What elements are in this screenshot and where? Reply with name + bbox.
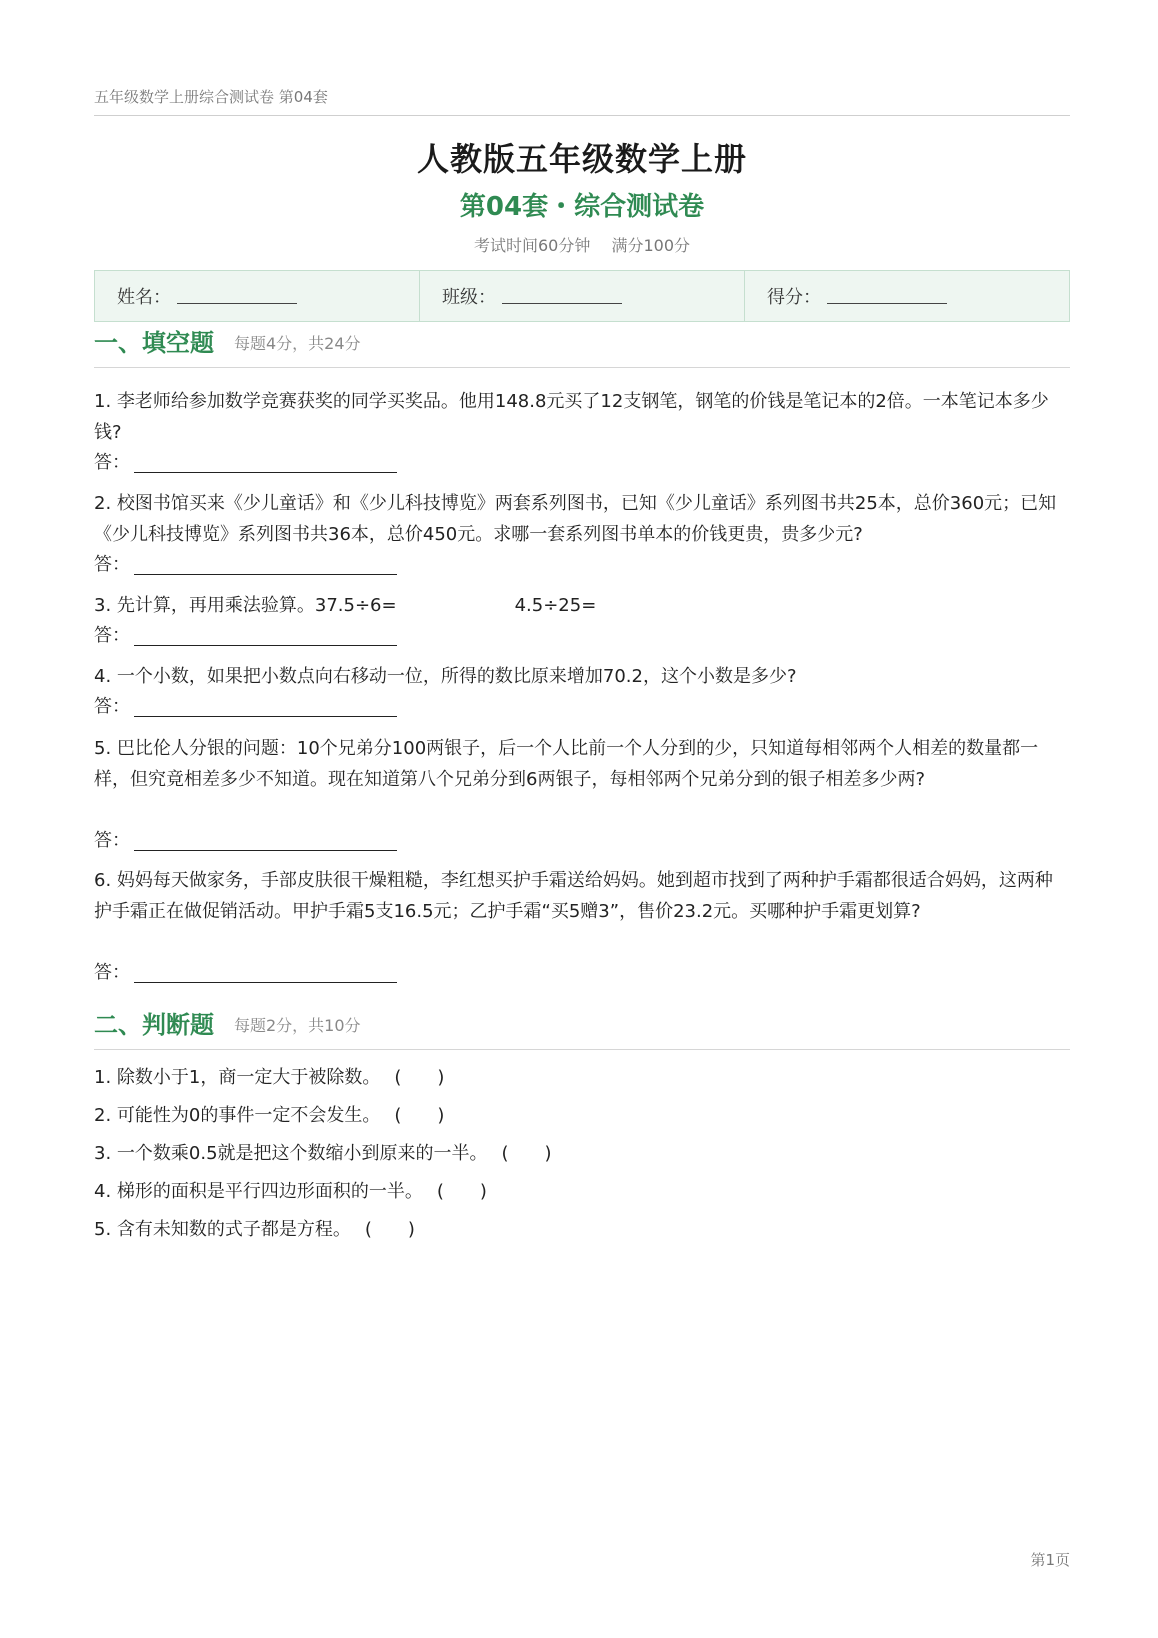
- name-blank[interactable]: [177, 289, 297, 304]
- tf-answer-paren[interactable]: ( ): [394, 1067, 445, 1088]
- exam-time: 考试时间60分钟: [473, 236, 591, 255]
- answer-label: 答：: [94, 452, 130, 473]
- page-subtitle: 第04套・综合测试卷: [459, 192, 705, 222]
- answer-line[interactable]: [134, 982, 397, 983]
- tf-text: 1. 除数小于1，商一定大于被除数。: [94, 1067, 381, 1088]
- answer-5: [94, 826, 130, 852]
- exam-score: 满分100分: [611, 236, 690, 255]
- section-true-false: [94, 1005, 1070, 1050]
- page-number: 第1页: [1030, 1551, 1070, 1569]
- answer-label: 答：: [94, 625, 130, 646]
- answer-line[interactable]: [134, 645, 397, 646]
- tf-answer-paren[interactable]: ( ): [436, 1181, 487, 1202]
- question-4: 4. 一个小数，如果把小数点向右移动一位，所得的数比原来增加70.2，这个小数是多少?: [94, 666, 797, 687]
- class-label: 班级：: [442, 287, 496, 308]
- section-fill-in: [94, 323, 1070, 368]
- answer-3: [94, 621, 130, 647]
- tf-answer-paren[interactable]: ( ): [501, 1143, 552, 1164]
- answer-1: [94, 448, 130, 474]
- answer-6: [94, 958, 130, 984]
- score-label: 得分：: [767, 287, 821, 308]
- score-blank[interactable]: [827, 289, 947, 304]
- answer-line[interactable]: [134, 850, 397, 851]
- answer-line[interactable]: [134, 472, 397, 473]
- section-note: 每题4分，共24分: [234, 334, 361, 353]
- tf-question-5: [94, 1215, 415, 1241]
- answer-label: 答：: [94, 696, 130, 717]
- question-5: 5. 巴比伦人分银的问题：10个兄弟分100两银子，后一个人比前一个人分到的少，只知道每相邻两个人相差的数量都一样，但究竟相差多少不知道。现在知道第八个兄弟分到6两银子，每相邻两个兄弟分到的银子相差多少两?: [94, 738, 1039, 790]
- tf-text: 4. 梯形的面积是平行四边形面积的一半。: [94, 1181, 423, 1202]
- question-6: 6. 妈妈每天做家务，手部皮肤很干燥粗糙，李红想买护手霜送给妈妈。她到超市找到了两种护手霜都很适合妈妈，这两种护手霜正在做促销活动。甲护手霜5支16.5元；乙护手霜“买5赠3”，售价23.2元。买哪种护手霜更划算?: [94, 870, 1053, 922]
- tf-text: 5. 含有未知数的式子都是方程。: [94, 1219, 351, 1240]
- answer-label: 答：: [94, 962, 130, 983]
- answer-4: [94, 692, 130, 718]
- score-cell: [745, 271, 1069, 321]
- question-2: 2. 校图书馆买来《少儿童话》和《少儿科技博览》两套系列图书，已知《少儿童话》系列图书共25本，总价360元；已知《少儿科技博览》系列图书共36本，总价450元。求哪一套系列图书单本的价钱更贵，贵多少元?: [94, 493, 1057, 545]
- answer-label: 答：: [94, 830, 130, 851]
- section-note: 每题2分，共10分: [234, 1016, 361, 1035]
- page-title: 人教版五年级数学上册: [416, 140, 747, 178]
- tf-question-2: [94, 1101, 444, 1127]
- running-header: 五年级数学上册综合测试卷 第04套: [94, 88, 328, 106]
- tf-question-4: [94, 1177, 487, 1203]
- class-cell: [420, 271, 745, 321]
- question-3: [94, 590, 1070, 621]
- section-title: 一、填空题: [94, 329, 214, 357]
- class-blank[interactable]: [502, 289, 622, 304]
- tf-text: 3. 一个数乘0.5就是把这个数缩小到原来的一半。: [94, 1143, 488, 1164]
- answer-2: [94, 550, 130, 576]
- name-label: 姓名：: [117, 287, 171, 308]
- exam-meta: [94, 233, 1070, 256]
- student-info-box: [94, 270, 1070, 322]
- tf-answer-paren[interactable]: ( ): [364, 1219, 415, 1240]
- exam-page: [94, 0, 1070, 1638]
- answer-label: 答：: [94, 554, 130, 575]
- name-cell: [95, 271, 420, 321]
- question-3-second: 4.5÷25=: [514, 595, 597, 616]
- answer-line[interactable]: [134, 716, 397, 717]
- tf-question-3: [94, 1139, 552, 1165]
- tf-answer-paren[interactable]: ( ): [394, 1105, 445, 1126]
- answer-line[interactable]: [134, 574, 397, 575]
- question-1: 1. 李老师给参加数学竞赛获奖的同学买奖品。他用148.8元买了12支钢笔，钢笔的价钱是笔记本的2倍。一本笔记本多少钱?: [94, 391, 1049, 443]
- section-title: 二、判断题: [94, 1011, 214, 1039]
- header-rule: [94, 115, 1070, 116]
- question-3-text: 3. 先计算，再用乘法验算。37.5÷6=: [94, 595, 397, 616]
- tf-text: 2. 可能性为0的事件一定不会发生。: [94, 1105, 381, 1126]
- tf-question-1: [94, 1063, 444, 1089]
